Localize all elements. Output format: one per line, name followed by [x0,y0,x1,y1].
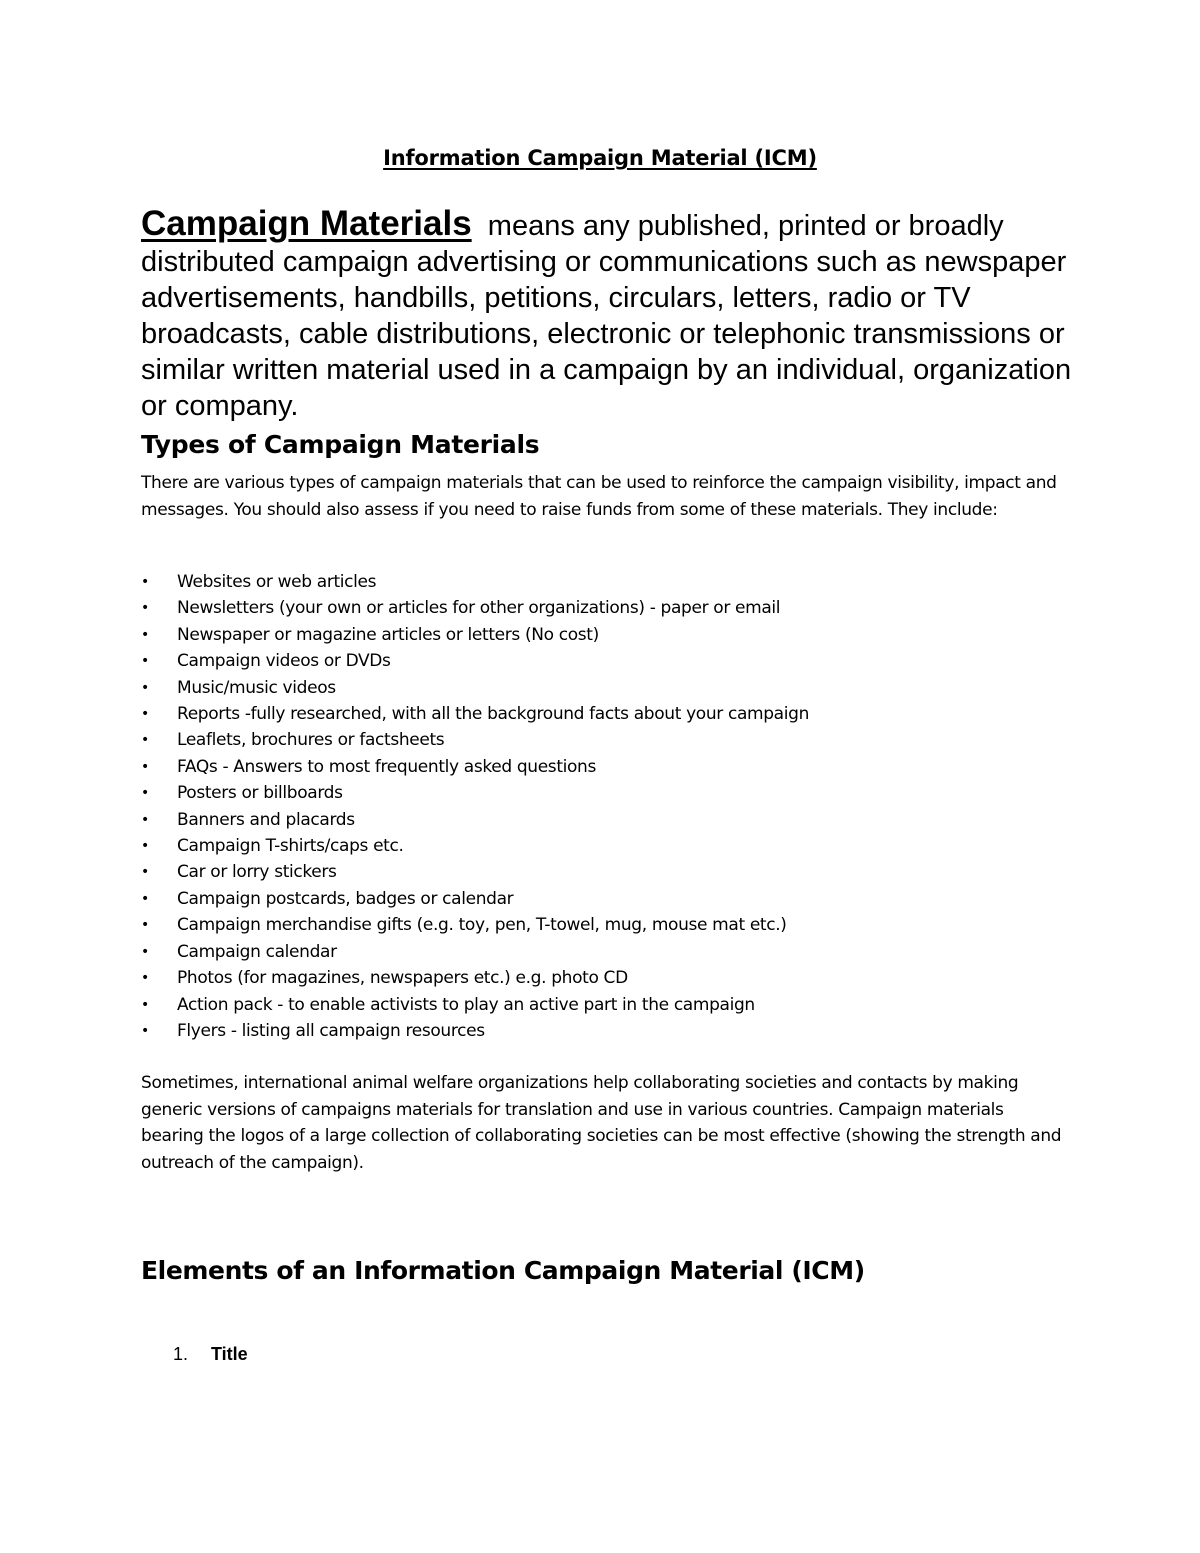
bullet-icon: • [141,679,149,696]
list-item-text: Music/music videos [177,677,336,698]
bullet-icon: • [141,626,149,643]
list-item-text: Banners and placards [177,809,355,830]
bullet-icon: • [141,600,149,617]
list-item-text: Action pack - to enable activists to play an active part in the campaign [177,994,755,1015]
list-item [141,992,809,1018]
bullet-icon: • [141,1022,149,1039]
types-bullet-list [141,569,809,1044]
list-item [141,595,809,621]
bullet-icon: • [141,785,149,802]
list-item-text: Photos (for magazines, newspapers etc.) e.g. photo CD [177,968,628,989]
bullet-icon: • [141,970,149,987]
list-item-text: Campaign T-shirts/caps etc. [177,836,404,857]
list-item [141,727,809,753]
bullet-icon: • [141,917,149,934]
bullet-icon: • [141,574,149,590]
list-item [141,886,809,912]
list-item [141,648,809,674]
types-intro-paragraph: There are various types of campaign materials that can be used to reinforce the campaign visibility, impact and messages. You should also assess if you need to raise funds from some of these materials. They include: [141,473,1057,520]
types-heading: Types of Campaign Materials [141,430,540,459]
bullet-icon: • [141,758,149,775]
bullet-icon: • [141,706,149,723]
bullet-icon: • [141,811,149,828]
list-item [141,754,809,780]
numbered-item [173,1344,248,1365]
list-item [141,912,809,938]
closing-paragraph: Sometimes, international animal welfare organizations help collaborating societies and contacts by making generic versions of campaigns materials for translation and use in various countries. Campaign materials bearing the logos of a large collection of collaborating societies can be most effective (showing the strength and outreach of the campaign). [141,1073,1062,1173]
list-item [141,701,809,727]
list-item-text: Reports -fully researched, with all the background facts about your campaign [177,704,809,725]
bullet-icon: • [141,838,149,855]
bullet-icon: • [141,996,149,1013]
list-item [141,780,809,806]
list-item-text: Newsletters (your own or articles for other organizations) - paper or email [177,598,781,619]
list-item-text: FAQs - Answers to most frequently asked questions [177,756,596,777]
item-label: Title [211,1344,248,1364]
list-item-text: Leaflets, brochures or factsheets [177,730,445,751]
definition-paragraph [141,206,1081,424]
elements-heading: Elements of an Information Campaign Material (ICM) [141,1256,865,1285]
elements-numbered-list [173,1344,248,1365]
list-item-text: Newspaper or magazine articles or letters (No cost) [177,624,599,645]
document-title: Information Campaign Material (ICM) [383,146,817,170]
item-number: 1. [173,1344,189,1364]
list-item-text: Car or lorry stickers [177,862,337,883]
list-item [141,939,809,965]
list-item-text: Campaign videos or DVDs [177,651,391,672]
list-item [141,965,809,991]
bullet-icon: • [141,732,149,749]
list-item [141,569,809,595]
definition-text: means any published, printed or broadly distributed campaign advertising or communications such as newspaper advertisements, handbills, petitions, circulars, letters, radio or TV broadcasts, cable distributions, electronic or telephonic transmissions or similar written material used in a campaign by an individual, organization or company. [141,210,1072,422]
list-item-text: Websites or web articles [177,572,377,592]
list-item [141,1018,809,1044]
bullet-icon: • [141,890,149,907]
list-item-text: Campaign calendar [177,941,337,962]
list-item [141,675,809,701]
bullet-icon: • [141,653,149,670]
list-item-text: Flyers - listing all campaign resources [177,1020,485,1041]
list-item [141,807,809,833]
list-item [141,622,809,648]
list-item-text: Campaign merchandise gifts (e.g. toy, pen, T-towel, mug, mouse mat etc.) [177,915,787,936]
list-item-text: Posters or billboards [177,783,343,804]
list-item-text: Campaign postcards, badges or calendar [177,888,514,909]
list-item [141,859,809,885]
bullet-icon: • [141,943,149,960]
list-item [141,833,809,859]
bullet-icon: • [141,864,149,881]
definition-term: Campaign Materials [141,204,472,243]
